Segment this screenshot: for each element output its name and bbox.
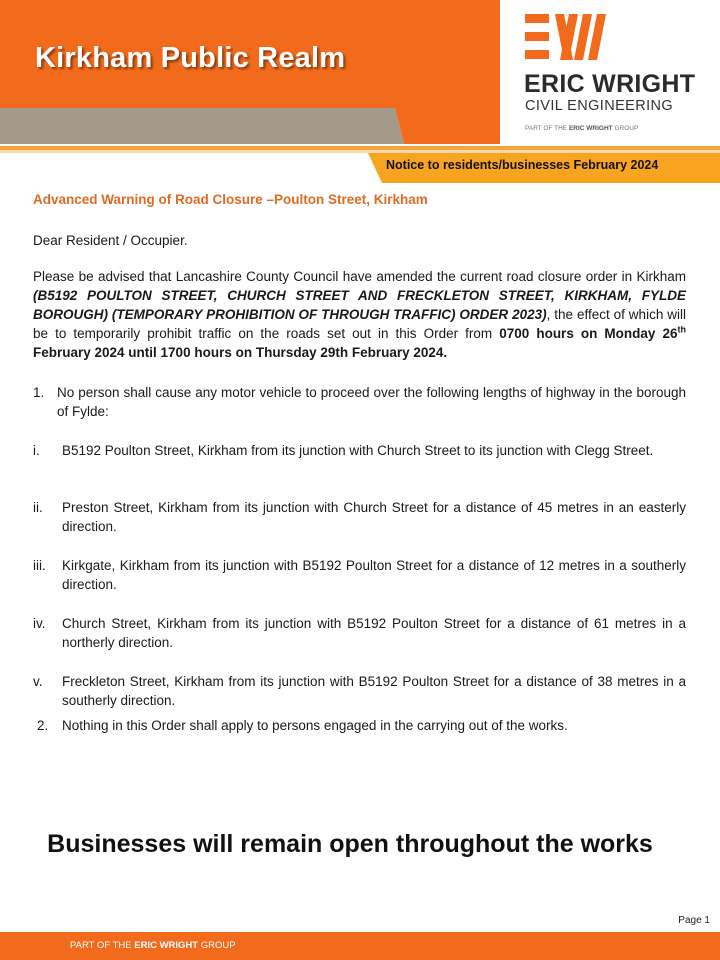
company-logo <box>500 0 720 146</box>
salutation: Dear Resident / Occupier. <box>33 233 188 248</box>
road-item: v. Freckleton Street, Kirkham from its junction with B5192 Poulton Street for a distance of 38 metres in a southerly direction. <box>33 674 686 708</box>
eric-wright-logo-icon <box>525 14 609 60</box>
document-title: Kirkham Public Realm <box>35 42 346 74</box>
closing-statement: Businesses will remain open throughout the works <box>47 830 653 858</box>
order-point-1: 1. No person shall cause any motor vehicle to proceed over the following lengths of highway in the borough of Fylde: <box>33 385 686 419</box>
footer-group-line: PART OF THE ERIC WRIGHT GROUP <box>70 940 236 951</box>
road-item: iv. Church Street, Kirkham from its junction with B5192 Poulton Street for a distance of 61 metres in a northerly direction. <box>33 616 686 650</box>
intro-paragraph: Please be advised that Lancashire County Council have amended the current road closure order in Kirkham (B5192 POULTON STREET, CHURCH STREET AND FRECKLETON STREET, KIRKHAM, FYLDE BOROUGH) (TEMPORARY PROHIBITION OF THROUGH TRAFFIC) ORDER 2023), the effect of which will be to temporarily prohibit traffic on the roads set out in this Order from 0700 hours on Monday 26th February 2024 until 1700 hours on Thursday 29th February 2024. <box>33 269 687 360</box>
road-item: i. B5192 Poulton Street, Kirkham from its junction with Church Street to its junction with Clegg Street. <box>33 443 654 458</box>
letter-subject: Advanced Warning of Road Closure –Poulton Street, Kirkham <box>33 192 428 207</box>
logo-company-name: ERIC WRIGHT <box>524 70 696 98</box>
order-point-2: 2. Nothing in this Order shall apply to persons engaged in the carrying out of the works. <box>37 718 568 733</box>
notice-text: Notice to residents/businesses February 2024 <box>386 158 659 172</box>
road-item: ii. Preston Street, Kirkham from its junction with Church Street for a distance of 45 metres in an easterly direction. <box>33 500 686 534</box>
header-rule-light <box>0 150 720 153</box>
logo-division: CIVIL ENGINEERING <box>525 98 674 114</box>
page-number: Page 1 <box>678 915 710 926</box>
road-item: iii. Kirkgate, Kirkham from its junction with B5192 Poulton Street for a distance of 12 metres in a southerly direction. <box>33 558 686 592</box>
logo-group-line: PART OF THE ERIC WRIGHT GROUP <box>525 125 639 132</box>
